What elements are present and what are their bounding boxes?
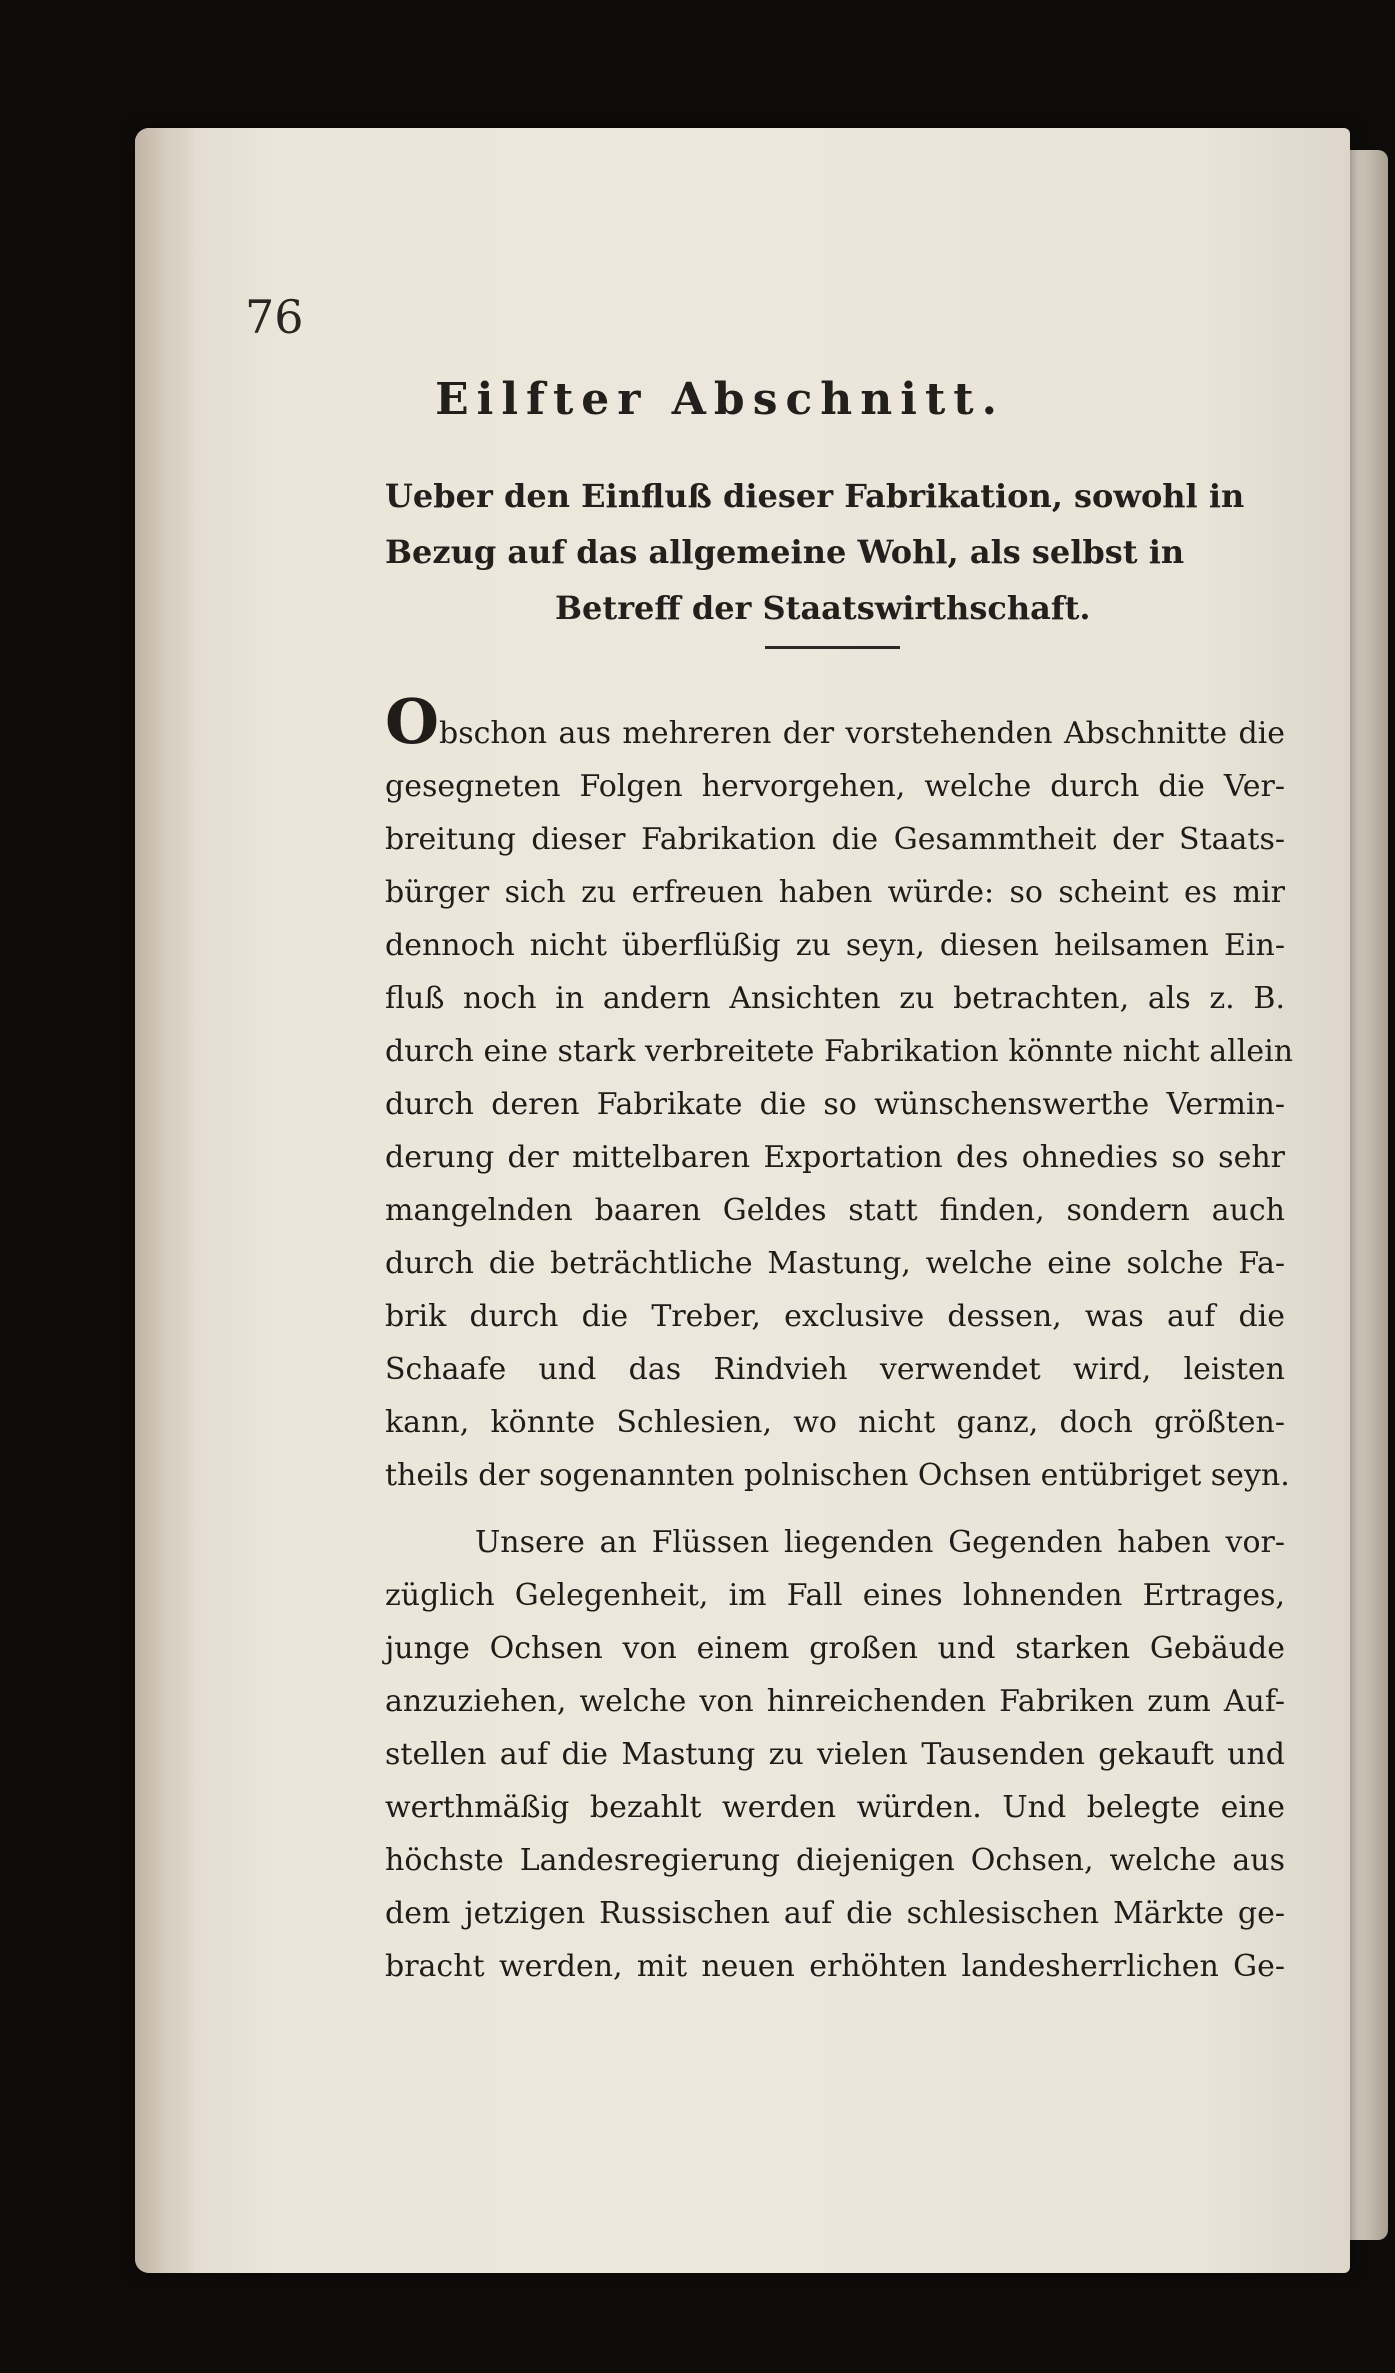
- text-line: stellen auf die Mastung zu vielen Tausenden gekauft und: [385, 1737, 1285, 1772]
- text-line: junge Ochsen von einem großen und starken Gebäude: [385, 1631, 1285, 1666]
- section-divider: [765, 646, 900, 649]
- drop-cap: O: [385, 685, 440, 758]
- text-line: durch deren Fabrikate die so wünschenswerthe Vermin-: [385, 1087, 1285, 1122]
- text-line: brik durch die Treber, exclusive dessen, was auf die: [385, 1299, 1285, 1334]
- paragraph-1: [385, 685, 1294, 1502]
- text-line: theils der sogenannten polnischen Ochsen entübriget seyn.: [385, 1458, 1290, 1493]
- text-line: dem jetzigen Russischen auf die schlesischen Märkte ge-: [385, 1896, 1285, 1931]
- text-line: werthmäßig bezahlt werden würden. Und belegte eine: [385, 1790, 1285, 1825]
- subtitle-line: Betreff der Staatswirthschaft.: [555, 589, 1091, 627]
- page-gutter: [135, 128, 197, 2273]
- text-line: bracht werden, mit neuen erhöhten landesherrlichen Ge-: [385, 1949, 1285, 1984]
- text-line: durch die beträchtliche Mastung, welche eine solche Fa-: [385, 1246, 1285, 1281]
- text-line: fluß noch in andern Ansichten zu betrachten, als z. B.: [385, 981, 1285, 1016]
- chapter-subtitle: [385, 468, 1285, 636]
- text-line: anzuziehen, welche von hinreichenden Fabriken zum Auf-: [385, 1684, 1285, 1719]
- subtitle-line: Bezug auf das allgemeine Wohl, als selbst in: [385, 533, 1185, 571]
- chapter-title: Eilfter Abschnitt.: [435, 374, 1005, 425]
- text-line-rest: bschon aus mehreren der vorstehenden Abschnitte die: [439, 716, 1285, 751]
- page-number: 76: [245, 290, 304, 344]
- subtitle-line: Ueber den Einfluß dieser Fabrikation, sowohl in: [385, 477, 1245, 515]
- text-line: [385, 685, 1285, 760]
- text-line: gesegneten Folgen hervorgehen, welche durch die Ver-: [385, 769, 1285, 804]
- text-line: Schaafe und das Rindvieh verwendet wird, leisten: [385, 1352, 1285, 1387]
- text-line: Unsere an Flüssen liegenden Gegenden haben vor-: [475, 1525, 1285, 1560]
- text-line: höchste Landesregierung diejenigen Ochsen, welche aus: [385, 1843, 1285, 1878]
- text-line: bürger sich zu erfreuen haben würde: so scheint es mir: [385, 875, 1285, 910]
- text-line: durch eine stark verbreitete Fabrikation könnte nicht allein: [385, 1034, 1294, 1069]
- text-line: breitung dieser Fabrikation die Gesammtheit der Staats-: [385, 822, 1285, 857]
- paragraph-2: [385, 1516, 1285, 1993]
- text-line: mangelnden baaren Geldes statt finden, sondern auch: [385, 1193, 1285, 1228]
- text-line: derung der mittelbaren Exportation des ohnedies so sehr: [385, 1140, 1285, 1175]
- text-line: züglich Gelegenheit, im Fall eines lohnenden Ertrages,: [385, 1578, 1285, 1613]
- text-line: kann, könnte Schlesien, wo nicht ganz, doch größten-: [385, 1405, 1285, 1440]
- text-line: dennoch nicht überflüßig zu seyn, diesen heilsamen Ein-: [385, 928, 1285, 963]
